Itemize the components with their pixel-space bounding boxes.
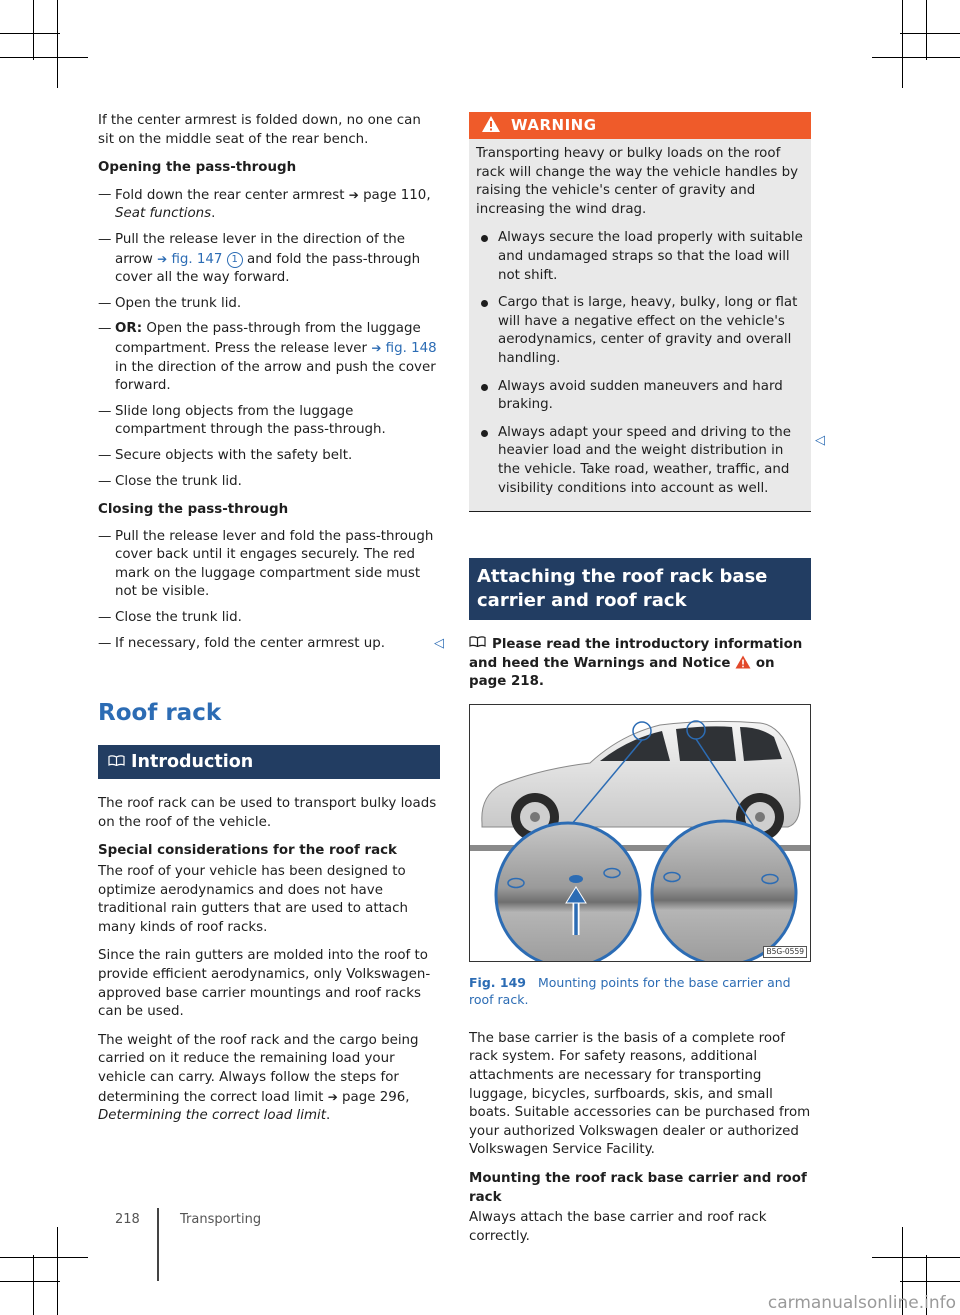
list-item: — Slide long objects from the luggage compartment through the pass-through. [98,403,440,440]
opening-heading: Opening the pass-through [98,160,297,176]
callout-number: 1 [227,252,243,268]
end-of-section-triangle-icon: ◁ [434,635,444,651]
warning-body [469,139,811,511]
intro-paragraph: The roof rack can be used to transport bulky loads on the roof of the vehicle. [98,796,437,830]
right-column [469,112,825,1256]
crop-mark [0,33,60,34]
crop-mark [900,1281,960,1282]
paragraph: The base carrier is the basis of a complete roof rack system. For safety reasons, additional attachments are necessary for transporting luggage, bicycles, surfboards, skis, and small boats. Suitable accessories can be purchased from your authorized Volkswagen dealer or authorized Volkswagen Service Facility. [469,1030,811,1158]
crop-mark [57,0,58,88]
list-item: — Open the trunk lid. [98,295,440,314]
warning-triangle-icon [735,655,751,669]
warning-header: WARNING [469,112,811,139]
section-header-introduction: Introduction [98,745,440,779]
crop-mark [0,1257,88,1258]
paragraph: Always attach the base carrier and roof rack correctly. [469,1210,767,1244]
car-mounting-points-illustration [470,705,810,961]
list-item: — Pull the release lever in the direction of the arrow ➔ fig. 147 1 and fold the pass-through cover all the way forward. [98,231,440,288]
crop-mark [872,57,960,58]
figure-label: Fig. 149 [469,974,526,990]
warning-intro: Transporting heavy or bulky loads on the roof rack will change the way the vehicle handles by raising the vehicle's center of gravity and increasing the wind drag. [476,146,799,217]
crop-mark [926,0,927,60]
crop-mark [902,0,903,88]
list-item: Always adapt your speed and driving to the heavier load and the weight distribution in the vehicle. Take road, weather, traffic, and visibility conditions into account as well. [476,424,804,498]
reference-title[interactable]: Determining the correct load limit [98,1108,326,1124]
crop-mark [33,0,34,60]
warning-box [469,112,811,512]
list-item: — Pull the release lever and fold the pass-through cover back until it engages securely. The red mark on the luggage compartment side must not be visible. [98,528,440,602]
paragraph: The weight of the roof rack and the cargo being carried on it reduce the remaining load your vehicle can carry. Always follow the steps for determining the correct load limit ➔ page 296, Determining the correct load limit. [98,1032,419,1124]
right-arrow-icon: ➔ [327,1089,338,1104]
page-number: 218 [115,1212,140,1227]
mounting-heading: Mounting the roof rack base carrier and roof rack [469,1171,807,1205]
figure-link[interactable]: fig. 147 [171,251,223,267]
list-item: Always avoid sudden maneuvers and hard braking. [476,378,804,415]
closing-heading: Closing the pass-through [98,502,289,518]
figure-149 [469,704,811,962]
footer-divider [157,1208,159,1281]
watermark: carmanualsonline.info [767,1293,956,1313]
right-arrow-icon: ➔ [348,187,359,202]
warning-triangle-icon [481,115,501,133]
right-arrow-icon: ➔ [371,340,382,355]
figure-caption: Fig. 149 Mounting points for the base carrier and roof rack. [469,974,791,1007]
figure-link[interactable]: fig. 148 [385,340,437,356]
left-column [98,112,444,1136]
crop-mark [57,1227,58,1315]
page-reference[interactable]: page 296, [342,1089,410,1105]
list-item: — If necessary, fold the center armrest up. ◁ [98,635,440,654]
reference-title[interactable]: Seat functions [115,206,212,222]
or-label: OR: [115,321,143,337]
list-item: Cargo that is large, heavy, bulky, long or flat will have a negative effect on the vehicle's aerodynamics, center of gravity and overall handling. [476,294,804,368]
page-reference[interactable]: page 110, [363,187,431,203]
book-icon [469,636,486,647]
list-item: — Secure objects with the safety belt. [98,447,440,466]
crop-mark [33,1255,34,1315]
list-item: — Fold down the rear center armrest ➔ page 110, Seat functions. [98,186,440,224]
list-item: — Close the trunk lid. [98,609,440,628]
figure-code: B5G-0559 [763,946,807,958]
footer-section: Transporting [180,1212,262,1227]
closing-steps [98,528,444,654]
armrest-intro: If the center armrest is folded down, no one can sit on the middle seat of the rear bench. [98,113,421,147]
list-item: Always secure the load properly with suitable and undamaged straps so that the load will not shift. [476,229,804,285]
right-arrow-icon: ➔ [157,251,168,266]
paragraph: Since the rain gutters are molded into the roof to provide efficient aerodynamics, only Volkswagen-approved base carrier mountings and roof racks can be used. [98,948,431,1020]
book-icon [108,755,125,766]
opening-steps [98,186,440,491]
section-header-attaching: Attaching the roof rack base carrier and roof rack [469,558,811,620]
list-item: — OR: Open the pass-through from the luggage compartment. Press the release lever ➔ fig. 148 in the direction of the arrow and push the cover forward. [98,320,440,395]
crop-mark [872,1257,960,1258]
warning-list [476,229,804,498]
chapter-title: Roof rack [98,700,222,727]
paragraph: The roof of your vehicle has been designed to optimize aerodynamics and does not have traditional rain gutters that are used to attach many kinds of roof racks. [98,864,408,935]
special-heading: Special considerations for the roof rack [98,843,397,859]
crop-mark [0,1281,60,1282]
crop-mark [0,57,88,58]
list-item: — Close the trunk lid. [98,473,440,492]
crop-mark [900,33,960,34]
read-intro-note: Please read the introductory information and heed the Warnings and Notice on page 218. [469,637,803,690]
end-of-section-triangle-icon: ◁ [815,433,825,448]
